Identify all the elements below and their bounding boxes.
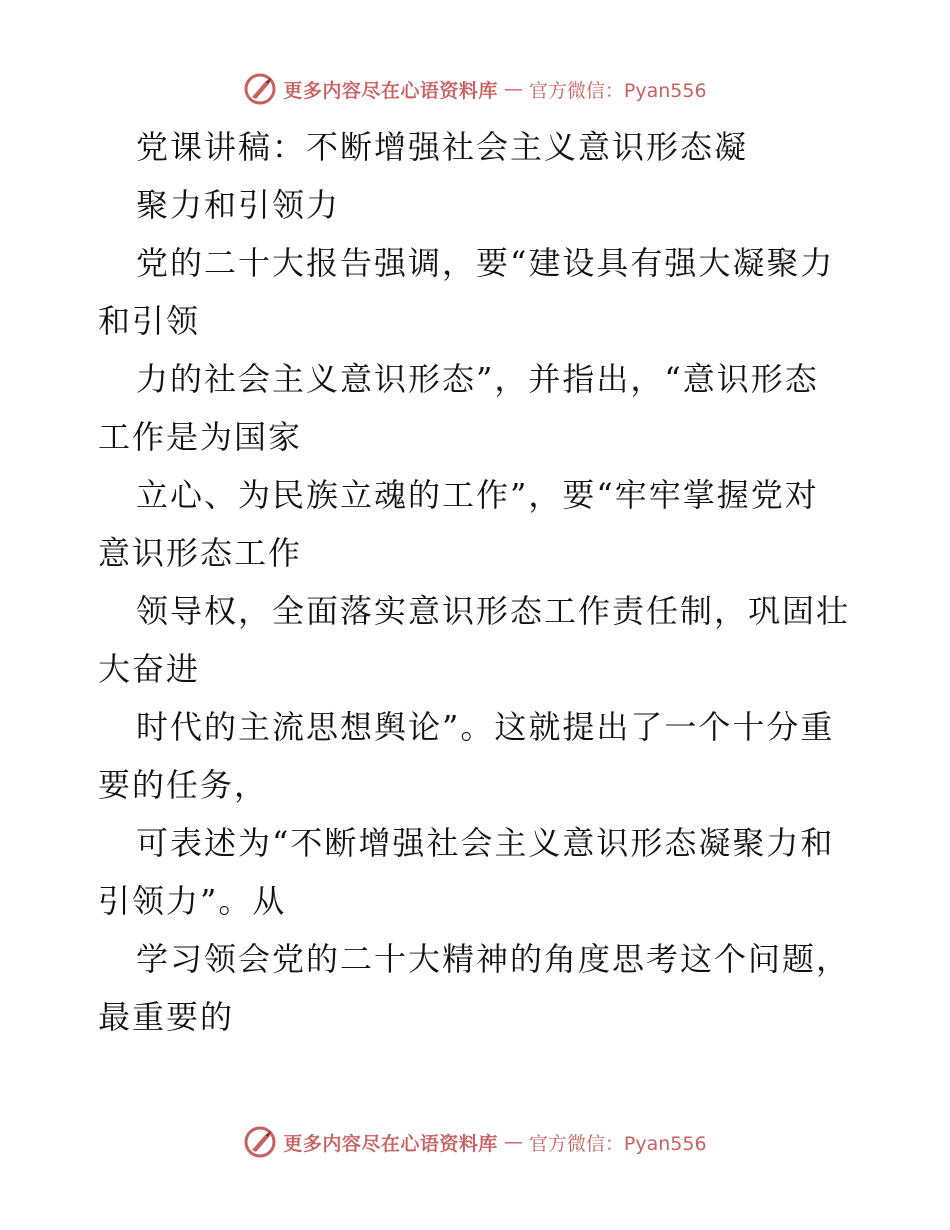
- text-line: 工作是为国家: [98, 418, 303, 456]
- document-body: [98, 118, 858, 1046]
- footer-watermark: [0, 1125, 950, 1159]
- text-line: 领导权，全面落实意识形态工作责任制，巩固壮: [136, 592, 851, 630]
- text-line: 时代的主流思想舆论”。这就提出了一个十分重: [136, 708, 835, 746]
- header-watermark: [0, 72, 950, 106]
- watermark-site-text: 更多内容尽在心语资料库: [283, 1132, 498, 1155]
- watermark-separator: —: [503, 78, 523, 100]
- watermark-separator: —: [503, 1131, 523, 1153]
- text-line: 力的社会主义意识形态”，并指出，“意识形态: [136, 360, 819, 398]
- text-line: 可表述为“不断增强社会主义意识形态凝聚力和: [136, 824, 835, 862]
- text-line: 立心、为民族立魂的工作”，要“牢牢掌握党对: [136, 476, 819, 514]
- text-line: 大奋进: [98, 650, 201, 688]
- text-line: 要的任务，: [98, 766, 269, 804]
- text-line: 党课讲稿：不断增强社会主义意识形态凝: [136, 128, 749, 166]
- text-line: 引领力”。从: [98, 882, 287, 920]
- quill-logo-icon: [243, 72, 277, 106]
- text-line: 聚力和引领力: [136, 186, 341, 224]
- quill-logo-icon: [243, 1125, 277, 1159]
- text-line: 学习领会党的二十大精神的角度思考这个问题，: [136, 940, 851, 978]
- text-line: 最重要的: [98, 998, 235, 1036]
- text-line: 意识形态工作: [98, 534, 303, 572]
- watermark-wechat-text: 官方微信：Pyan556: [528, 1132, 707, 1155]
- text-line: 和引领: [98, 302, 201, 340]
- text-line: 党的二十大报告强调，要“建设具有强大凝聚力: [136, 244, 835, 282]
- watermark-wechat-text: 官方微信：Pyan556: [528, 79, 707, 102]
- watermark-site-text: 更多内容尽在心语资料库: [283, 79, 498, 102]
